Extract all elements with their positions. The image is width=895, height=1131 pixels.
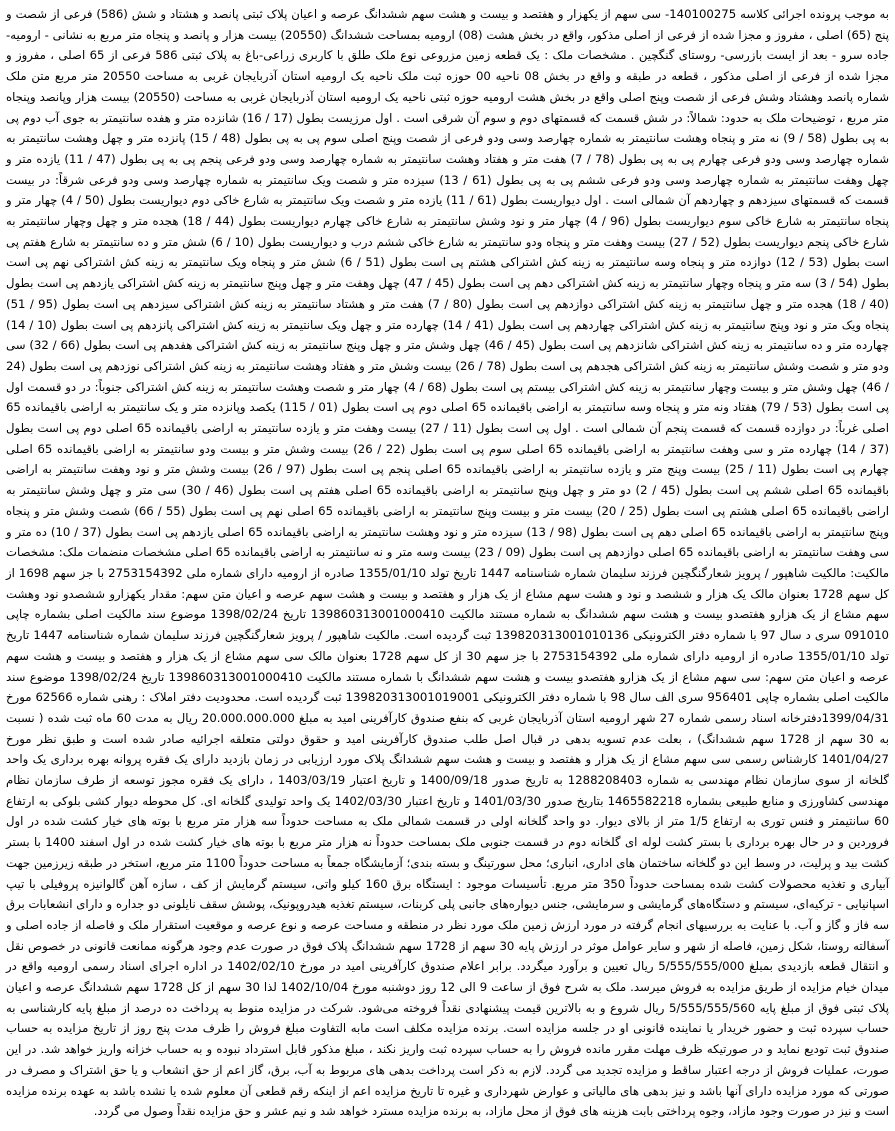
- auction-notice-body: به موجب پرونده اجرائی کلاسه 140100275- سی سهم از یکهزار و هفتصد و بیست و هشت سهم ششدانگ عرصه و اعیان پلاک ثبتی پانصد و هشتاد و شش (586) فرعی از شصت و پنج (65) اصلی ، مفروز و مجزا شده از فرعی از اصلی مذکور، واقع در بخش هشت (08) ارومیه بمساحت ششدانگ (20550) بیست هزار و پانصد و پنجاه متر مربع به نشانی - ارومیه- جاده سرو - بعد از ایست بازرسی- روستای گنگچین . مشخصات ملک : یک قطعه زمین مزروعی نوع ملک طلق با کاربری زراعی-باغ به پلاک ثبتی 586 فرعی از 65 اصلی ، مفروز و مجزا شده از فرعی از اصلی مذکور ، قطعه در طبقه و واقع در بخش 08 ناحیه 00 حوزه ثبت ملک ناحیه یک ارومیه استان آذربایجان غربی به مساحت 20550 متر مربع متن ملک شماره پانصد وهشتاد وشش فرعی از شصت وپنج اصلی واقع در بخش هشت ارومیه حوزه ثبتی ناحیه یک ارومیه استان آذربایجان غربی به مساحت (20550) بیست هزار وپانصد وپنجاه متر مربع ، توضیحات ملک به حدود: شمالاً: در شش قسمت که قسمتهای دوم و سوم آن شرقی است . اول مرزیست بطول (17 / 16) شانزده متر و هفده سانتیمتر به جوی آب دوم پی به پی بطول (58 / 9) نه متر و پنجاه وهشت سانتیمتر به شماره چهارصد وسی ودو فرعی از شصت وپنج اصلی سوم پی به پی بطول (48 / 15) پانزده متر و چهل وهشت سانتیمتر به شماره چهارصد وسی ودو فرعی چهارم پی به پی بطول (78 / 7) هفت متر و هفتاد وهشت سانتیمتر به شماره چهارصد وسی ودو فرعی پنجم پی به پی بطول (47 / 11) یازده متر و چهل وهفت سانتیمتر به شماره چهارصد وسی ودو فرعی ششم پی به پی بطول (61 / 13) سیزده متر و شصت ویک سانتیمتر به شماره چهارصد وسی ودو فرعی شرقاً: در بیست قسمت که قسمتهای سیزدهم و چهاردهم آن شمالی است . اول دیواریست بطول (61 / 11) یازده متر و شصت ویک سانتیمتر به شارع خاکی دوم دیواریست بطول (50 / 4) چهار متر و پنجاه سانتیمتر به شارع خاکی سوم دیواریست بطول (96 / 4) چهار متر و نود وشش سانتیمتر به شارع خاکی چهارم دیواریست بطول (44 / 18) هجده متر و چهل وچهار سانتیمتر به شارع خاکی پنجم دیواریست بطول (52 / 27) بیست وهفت متر و پنجاه ودو سانتیمتر به شارع خاکی ششم درب و دیواریست بطول (10 / 6) شش متر و ده سانتیمتر به شارع هفتم پی است بطول (53 / 12) دوازده متر و پنجاه وسه سانتیمتر به زینه کش اشتراکی هشتم پی است بطول (51 / 6) شش متر و پنجاه ویک سانتیمتر به زینه کش اشتراکی نهم پی است بطول (54 / 3) سه متر و پنجاه وچهار سانتیمتر به زینه کش اشتراکی دهم پی است بطول (45 / 47) چهل وهفت متر و چهل وپنج سانتیمتر به زینه کش اشتراکی یازدهم پی است بطول (40 / 18) هجده متر و چهل سانتیمتر به زینه کش اشتراکی دوازدهم پی است بطول (80 / 7) هفت متر و هشتاد سانتیمتر به زینه کش اشتراکی سیزدهم پی است بطول (95 / 51) پنجاه ویک متر و نود وپنج سانتیمتر به زینه کش اشتراکی چهاردهم پی است بطول (41 / 14) چهارده متر و چهل ویک سانتیمتر به زینه کش اشتراکی پانزدهم پی است بطول (10 / 14) چهارده متر و ده سانتیمتر به زینه کش اشتراکی شانزدهم پی است بطول (45 / 46) چهل وشش متر و چهل وپنج سانتیمتر به زینه کش اشتراکی هفدهم پی است بطول (66 / 32) سی ودو متر و شصت وشش سانتیمتر به زینه کش اشتراکی هجدهم پی است بطول (78 / 26) بیست وشش متر و هفتاد وهشت سانتیمتر به زینه کش اشتراکی نوزدهم پی است بطول (24 / 46) چهل وشش متر و بیست وچهار سانتیمتر به زینه کش اشتراکی بیستم پی است بطول (68 / 4) چهار متر و شصت وهشت سانتیمتر به زینه کش اشتراکی جنوباً: در دو قسمت اول پی است بطول (53 / 79) هفتاد ونه متر و پنجاه وسه سانتیمتر به اراضی باقیمانده 65 اصلی دوم پی است بطول (01 / 115) یکصد وپانزده متر و یک سانتیمتر به اراضی باقیمانده 65 اصلی غرباً: در دوازده قسمت که قسمت پنجم آن شمالی است . اول پی است بطول (11 / 27) بیست وهفت متر و یازده سانتیمتر به اراضی باقیمانده 65 اصلی دوم پی است بطول (37 / 14) چهارده متر و سی وهفت سانتیمتر به اراضی باقیمانده 65 اصلی سوم پی است بطول (22 / 26) بیست وشش متر و بیست ودو سانتیمتر به اراضی باقیمانده 65 اصلی چهارم پی است بطول (11 / 25) بیست وپنج متر و یازده سانتیمتر به اراضی باقیمانده 65 اصلی پنجم پی است بطول (97 / 26) بیست وشش متر و نود وهفت سانتیمتر به اراضی باقیمانده 65 اصلی ششم پی است بطول (45 / 2) دو متر و چهل وپنج سانتیمتر به اراضی باقیمانده 65 اصلی هفتم پی است بطول (46 / 30) سی متر و چهل وشش سانتیمتر به اراضی باقیمانده 65 اصلی هشتم پی است بطول (25 / 20) بیست متر و بیست وپنج سانتیمتر به اراضی باقیمانده 65 اصلی نهم پی است بطول (55 / 66) شصت وشش متر و پنجاه وپنج سانتیمتر به اراضی باقیمانده 65 اصلی دهم پی است بطول (98 / 13) سیزده متر و نود وهشت سانتیمتر به اراضی باقیمانده 65 اصلی یازدهم پی است بطول (37 / 10) ده متر و سی وهفت سانتیمتر به اراضی باقیمانده 65 اصلی دوازدهم پی است بطول (09 / 23) بیست وسه متر و نه سانتیمتر به اراضی باقیمانده 65 اصلی مشخصات منضمات ملک: مشخصات مالکیت: مالکیت شاهپور / پرویز شعارگنگچین فرزند سلیمان شماره شناسنامه 1447 تاریخ تولد 1355/01/10 صادره از ارومیه دارای شماره ملی 2753154392 با جز سهم 1698 از کل سهم 1728 بعنوان مالک یک هزار و ششصد و نود و هشت سهم مشاع از یک هزار و هفتصد و بیست و هشت سهم عرصه و اعیان متن سهم: مقدار یکهزارو ششصدو نود وهشت سهم مشاع از یک هزارو هفتصدو بیست و هشت سهم ششدانگ به شماره مستند مالکیت 139860313001000410 تاریخ 1398/02/24 موضوع سند مالکیت اصلی بشماره چاپی 091010 سری د سال 97 با شماره دفتر الکترونیکی 139820313001010136 ثبت گردیده است. مالکیت شاهپور / پرویز شعارگنگچین فرزند سلیمان شماره شناسنامه 1447 تاریخ تولد 1355/01/10 صادره از ارومیه دارای شماره ملی 2753154392 با جز سهم 30 از کل سهم 1728 بعنوان مالک سی سهم مشاع از یک هزار و هفتصد و بیست و هشت سهم عرصه و اعیان متن سهم: سی سهم مشاع از یک هزارو هفتصدو بیست و هشت سهم ششدانگ با شماره مستند مالکیت 139860313001000410 تاریخ 1398/02/24 موضوع سند مالکیت اصلی بشماره چاپی 956401 سری الف سال 98 با شماره دفتر الکترونیکی 139820313001019001 ثبت گردیده است. محدودیت دفتر املاک : رهنی شماره 62566 مورخ 1399/04/31دفترخانه اسناد رسمی شماره 27 شهر ارومیه استان آذربایجان غربی که بنفع صندوق کارآفرینی امید به مبلغ 20.000.000.000 ریال به مدت 60 ماه ثبت شده ( نسبت به 30 سهم از 1728 سهم ششدانگ) ، بعلت عدم تسویه بدهی در قبال اصل طلب صندوق کارآفرینی امید و حقوق دولتی متعلقه اجرائیه صادر شده است و طبق نظر مورخ 1401/04/27 کارشناس رسمی سی سهم مشاع از یک هزار و هفتصد و بیست و هشت سهم ششدانگ پلاک مورد ارزیابی در زمان بازدید دارای یک فقره پروانه بهره برداری یک واحد گلخانه از سوی سازمان نظام مهندسی به شماره 1288208403 به تاریخ صدور 1400/09/18 و تاریخ اعتبار 1403/03/19 ، دارای یک فقره مجوز توسعه از طرف سازمان نظام مهندسی کشاورزی و منابع طبیعی بشماره 1465582218 بتاریخ صدور 1401/03/30 و تاریخ اعتبار 1402/03/30 یک واحد تولیدی گلخانه ای. کل محوطه دیوار کشی بلوکی به ارتفاع 60 سانتیمتر و فنس توری به ارتفاع 1/5 متر از بالای دیوار. دو واحد گلخانه اولی در قسمت شمالی ملک به مساحت حدوداً سه هزار متر مربع با بوته های خیار کشت شده در اول فروردین و در حال بهره برداری با بستر کشت لوله ای گلخانه دوم در قسمت جنوبی ملک بمساحت حدوداً نه هزار متر مربع با بوته های خیار کشت شده در اول اسفند 1400 با بستر کشت بید و پرلیت، در وسط این دو گلخانه ساختمان های اداری، انباری؛ محل سورتینگ و بسته بندی؛ آزمایشگاه جمعاً به مساحت حدوداً 1100 متر مربع، استخر در طبقه زیرزمین جهت آبیاری و تغذیه محصولات کشت شده بمساحت حدوداً 350 متر مربع. تأسیسات موجود : ایستگاه برق 160 کیلو واتی، سیستم گرمایش از کف ، سازه آهن گالوانیزه پروفیلی با تیپ اسپانیایی - ترکیه‌ای، سیستم و دستگاه‌های گرمایشی و سرمایشی، جنس دیواره‌های جانبی پلی کربنات، سیستم تغذیه هیدروپونیک، پوشش سقف نایلونی دو جداره و دارای انشعابات برق سه فاز و گاز و آب. با عنایت به بررسیهای انجام گرفته در مورد ارزش زمین ملک مورد نظر در منطقه و مساحت عرصه و نوع عرصه و موقعیت استقرار ملک و فاصله از جاده اصلی و آسفالته روستا، شکل زمین، فاصله از شهر و سایر عوامل موثر در ارزش پایه 30 سهم از 1728 سهم ششدانگ پلاک فوق در صورت عدم وجود هرگونه ممانعت قانونی در خصوص نقل و انتقال قطعه بازدیدی بمبلغ 5/555/555/000 ریال تعیین و برآورد میگردد. برابر اعلام صندوق کارآفرینی امید در مورخ 1402/02/10 در اداره اجرای اسناد رسمی ارومیه واقع در میدان خیام مزایده از طریق مزایده به فروش میرسد. ملک به شرح فوق از ساعت 9 الی 12 روز دوشنبه مورخ 1402/10/04 لذا 30 سهم از کل 1728 سهم ششدانگ عرصه و اعیان پلاک ثبتی فوق از مبلغ پایه 5/555/555/560 ریال شروع و به بالاترین قیمت پیشنهادی نقداً فروخته می‌شود. شرکت در مزایده منوط به پرداخت ده درصد از مبلغ پایه کارشناسی به حساب سپرده ثبت و حضور خریدار یا نماینده قانونی او در جلسه مزایده است. برنده مزایده مکلف است مابه التفاوت مبلغ فروش را ظرف مدت پنج روز از تاریخ مزایده به حساب صندوق ثبت تودیع نماید و در صورتیکه ظرف مهلت مقرر مانده فروش را به حساب سپرده ثبت واریز نکند ، مبلغ مذکور قابل استرداد نبوده و به حساب خزانه واریز خواهد شد. در این صورت، عملیات فروش از درجه اعتبار ساقط و مزایده تجدید می گردد. لازم به ذکر است پرداخت بدهی های مربوط به آب، برق، گاز اعم از حق انشعاب و یا حق اشتراک و مصرف در صورتی که مورد مزایده دارای آنها باشد و نیز بدهی های مالیاتی و عوارض شهرداری و غیره تا تاریخ مزایده اعم از اینکه رقم قطعی آن معلوم شده یا نشده باشد به عهده برنده مزایده است و نیز در صورت وجود مازاد، وجوه پرداختی بابت هزینه های فوق از محل مازاد، به برنده مزایده مسترد خواهد شد و نیم عشر و حق مزایده نقداً وصول می گردد.: [6, 7, 890, 1119]
